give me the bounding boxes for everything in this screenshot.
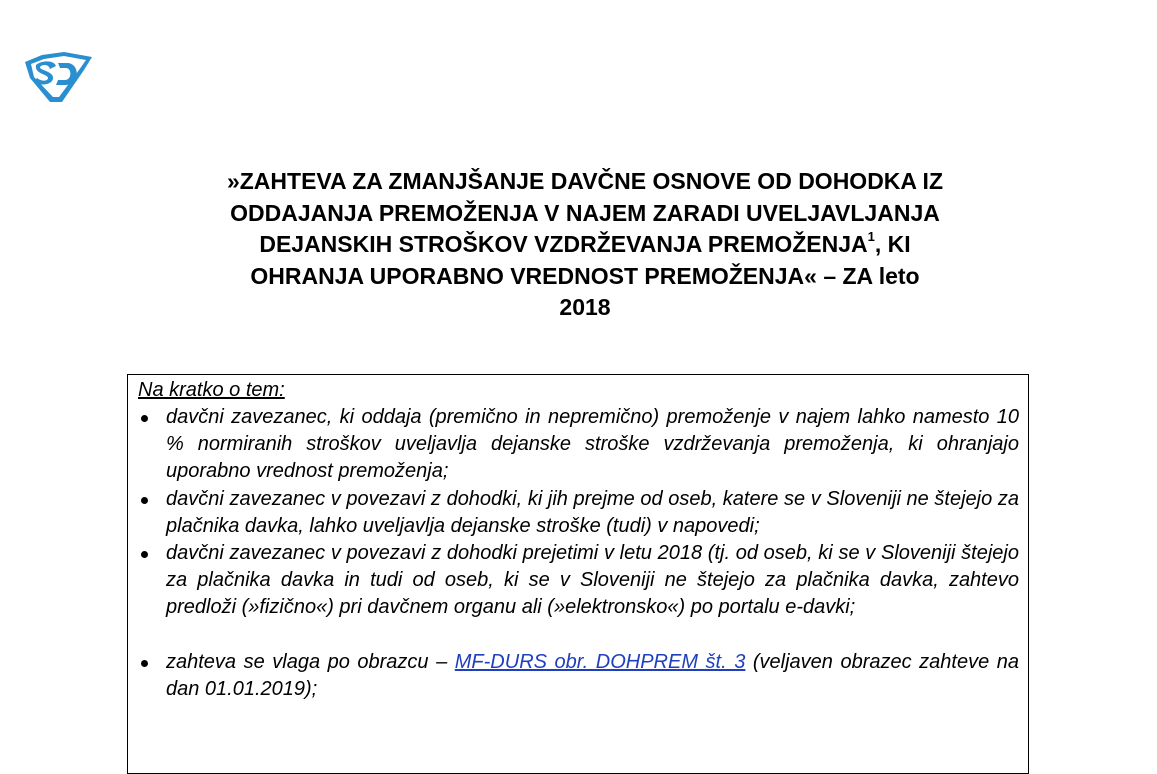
bullet-icon xyxy=(141,415,148,422)
list-item xyxy=(128,649,1028,703)
list-item xyxy=(128,540,1028,622)
bullet-icon xyxy=(141,497,148,504)
summary-list xyxy=(128,404,1028,703)
footnote-marker[interactable]: 1 xyxy=(867,229,875,245)
title-line: DEJANSKIH STROŠKOV VZDRŽEVANJA PREMOŽENJA xyxy=(259,231,868,257)
logo-icon xyxy=(22,50,94,104)
document-title xyxy=(140,166,1030,324)
list-item-text: (veljaven obrazec zahteve na dan 01.01.2019); xyxy=(166,650,1019,700)
summary-box xyxy=(127,374,1029,774)
title-line: , KI xyxy=(874,231,911,257)
list-item-text: davčni zavezanec, ki oddaja (premično in nepremično) premoženje v najem lahko namesto 10 % normiranih stroškov uveljavlja dejanske stroške vzdrževanja premoženja, ki ohranjajo uporabno vrednost premoženja; xyxy=(166,406,1019,483)
title-line: OHRANJA UPORABNO VREDNOST PREMOŽENJA« – ZA leto xyxy=(250,262,920,289)
list-item-text: davčni zavezanec v povezavi z dohodki prejetimi v letu 2018 (tj. od oseb, ki se v Sloveniji štejejo za plačnika davka in tudi od oseb, ki se v Sloveniji ne štejejo za plačnika davka, zahtevo predloži (»fizično«) pri davčnem organu ali (»elektronsko«) po portalu e-davki; xyxy=(166,542,1019,619)
title-line: ODDAJANJA PREMOŽENJA V NAJEM ZARADI UVELJAVLJANJA xyxy=(230,199,940,226)
title-line: »ZAHTEVA ZA ZMANJŠANJE DAVČNE OSNOVE OD DOHODKA IZ xyxy=(226,168,944,194)
title-year: 2018 xyxy=(559,294,611,320)
list-item xyxy=(128,486,1028,540)
list-item-text: zahteva se vlaga po obrazcu – xyxy=(166,650,455,673)
list-item xyxy=(128,404,1028,486)
bullet-icon xyxy=(141,551,148,558)
list-item-text: davčni zavezanec v povezavi z dohodki, ki jih prejme od oseb, katere se v Sloveniji ne štejejo za plačnika davka, lahko uveljavlja dejanske stroške (tudi) v napovedi; xyxy=(166,487,1019,537)
form-link[interactable]: MF-DURS obr. DOHPREM št. 3 xyxy=(454,650,746,673)
summary-heading: Na kratko o tem: xyxy=(138,379,285,401)
bullet-icon xyxy=(141,660,148,667)
